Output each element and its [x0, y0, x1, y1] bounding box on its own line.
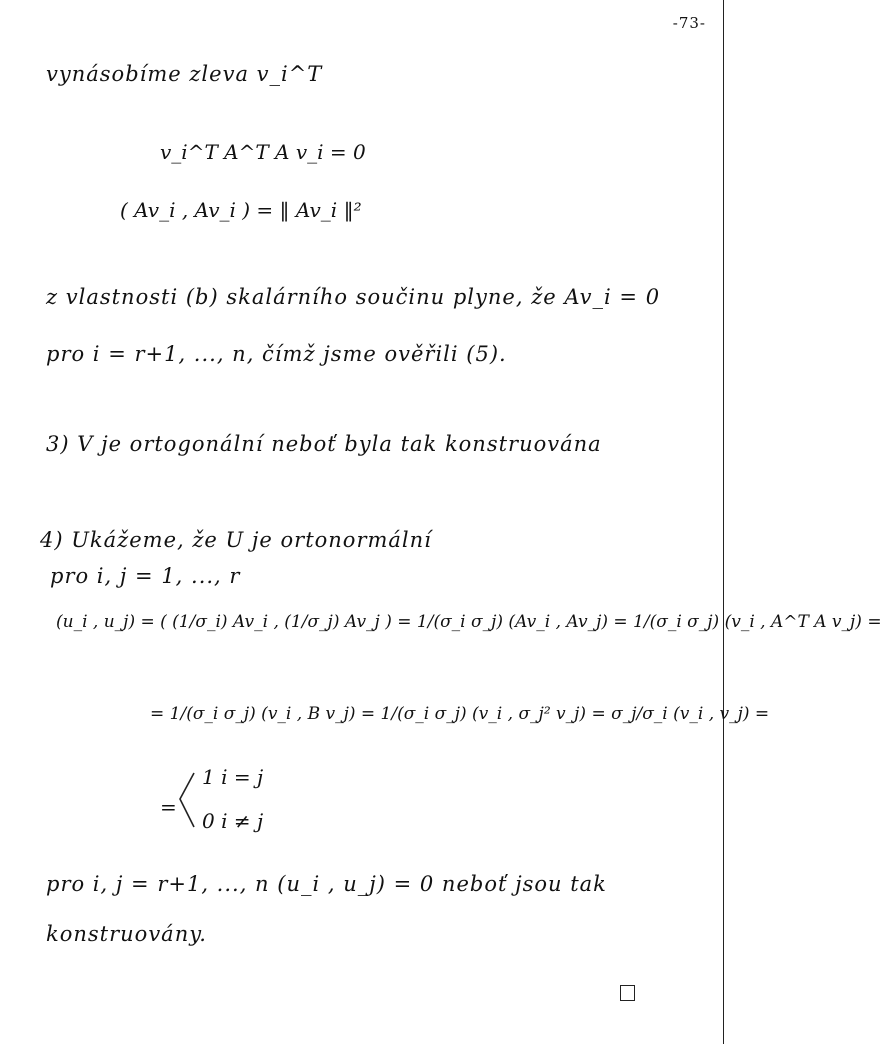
- equation-norm: ( Av_i , Av_i ) = ‖ Av_i ‖²: [120, 198, 362, 222]
- text-line-constructed: konstruovány.: [46, 922, 207, 946]
- page-edge-line: [723, 0, 724, 1044]
- text-line-item-3: 3) V je ortogonální neboť byla tak konstruována: [46, 432, 602, 456]
- text-line-item-4: 4) Ukážeme, že U je ortonormální: [40, 528, 432, 552]
- equation-vtatav: v_i^T A^T A v_i = 0: [160, 140, 366, 164]
- text-line-orthogonal-rest: pro i, j = r+1, ..., n (u_i , u_j) = 0 neboť jsou tak: [46, 872, 607, 896]
- case-not-equal: 0 i ≠ j: [202, 809, 264, 833]
- cases-brace-icon: [174, 769, 198, 833]
- text-line-multiply-left: vynásobíme zleva v_i^T: [46, 62, 323, 86]
- qed-square-icon: [620, 985, 635, 1001]
- text-line-range: pro i, j = 1, ..., r: [50, 564, 241, 588]
- equation-inner-product-1: (u_i , u_j) = ( (1/σ_i) Av_i , (1/σ_j) Av_j ) = 1/(σ_i σ_j) (Av_i , Av_j) = 1/(σ_i σ_j) (v_i , A^T A v_j) =: [56, 612, 882, 632]
- text-line-verified: pro i = r+1, ..., n, čímž jsme ověřili (5).: [46, 342, 507, 366]
- cases-equals: =: [160, 795, 177, 819]
- equation-inner-product-2: = 1/(σ_i σ_j) (v_i , B v_j) = 1/(σ_i σ_j) (v_i , σ_j² v_j) = σ_j/σ_i (v_i , v_j) =: [150, 704, 770, 724]
- case-equal: 1 i = j: [202, 765, 264, 789]
- text-line-property: z vlastnosti (b) skalárního součinu plyne, že Av_i = 0: [46, 285, 661, 309]
- page-number: -73-: [672, 14, 706, 32]
